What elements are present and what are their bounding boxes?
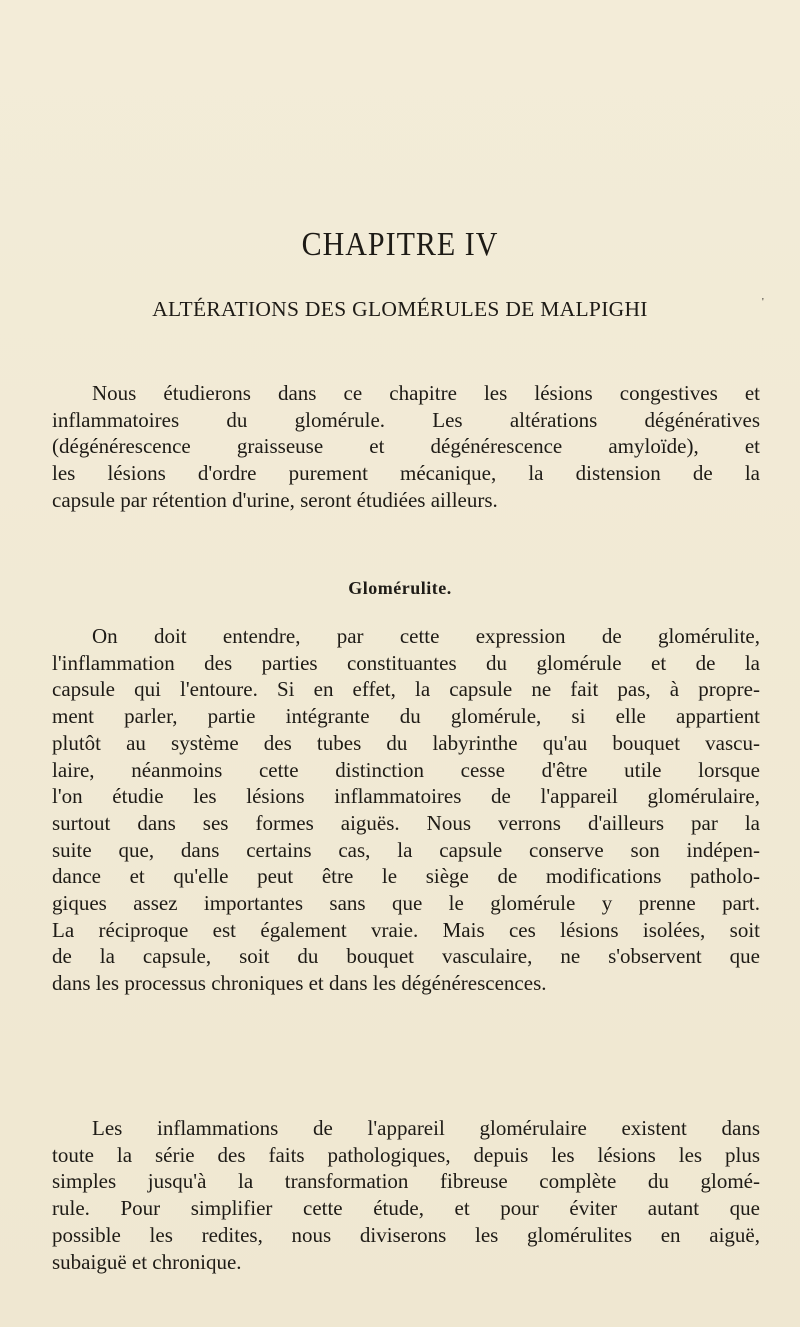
paragraph-definition — [52, 623, 760, 997]
text-line: capsule qui l'entoure. Si en effet, la capsule ne fait pas, à propre- — [52, 677, 760, 702]
text-line: suite que, dans certains cas, la capsule conserve son indépen- — [52, 837, 760, 862]
text-line: possible les redites, nous diviserons les glomérulites en aiguë, — [52, 1222, 760, 1247]
text-line: plutôt au système des tubes du labyrinthe qu'au bouquet vascu- — [52, 730, 760, 755]
text-line: (dégénérescence graisseuse et dégénérescence amyloïde), et — [52, 434, 760, 459]
text-line: les lésions d'ordre purement mécanique, la distension de la — [52, 461, 760, 486]
text-line: giques assez importantes sans que le glomérule y prenne part. — [52, 891, 760, 916]
paragraph-intro — [52, 380, 760, 514]
text-line: inflammatoires du glomérule. Les altérations dégénératives — [52, 407, 760, 432]
text-line: Les inflammations de l'appareil glomérulaire existent dans — [92, 1116, 760, 1140]
text-line: de la capsule, soit du bouquet vasculaire, ne s'observent que — [52, 944, 760, 969]
text-line: rule. Pour simplifier cette étude, et pour éviter autant que — [52, 1196, 760, 1221]
text-line: l'on étudie les lésions inflammatoires de l'appareil glomérulaire, — [52, 784, 760, 809]
text-line: laire, néanmoins cette distinction cesse d'être utile lorsque — [52, 757, 760, 782]
text-line: ment parler, partie intégrante du glomérule, si elle appartient — [52, 704, 760, 729]
section-heading: Glomérulite. — [348, 578, 452, 598]
text-line: Nous étudierons dans ce chapitre les lésions congestives et — [92, 381, 760, 405]
text-line: simples jusqu'à la transformation fibreuse complète du glomé- — [52, 1169, 760, 1194]
text-line: subaiguë et chronique. — [52, 1249, 242, 1274]
text-line: On doit entendre, par cette expression de glomérulite, — [92, 624, 760, 648]
text-line: dans les processus chroniques et dans les dégénérescences. — [52, 971, 547, 996]
text-line: capsule par rétention d'urine, seront étudiées ailleurs. — [52, 487, 498, 512]
text-line: La réciproque est également vraie. Mais ces lésions isolées, soit — [52, 917, 760, 942]
text-line: surtout dans ses formes aiguës. Nous verrons d'ailleurs par la — [52, 810, 760, 835]
text-line: toute la série des faits pathologiques, depuis les lésions les plus — [52, 1142, 760, 1167]
paragraph-classification — [52, 1115, 760, 1275]
print-speck: ' — [762, 297, 764, 308]
chapter-title: CHAPITRE IV — [301, 226, 499, 263]
chapter-subtitle: ALTÉRATIONS DES GLOMÉRULES DE MALPIGHI — [152, 297, 648, 321]
text-line: l'inflammation des parties constituantes du glomérule et de la — [52, 650, 760, 675]
text-line: dance et qu'elle peut être le siège de modifications patholo- — [52, 864, 760, 889]
